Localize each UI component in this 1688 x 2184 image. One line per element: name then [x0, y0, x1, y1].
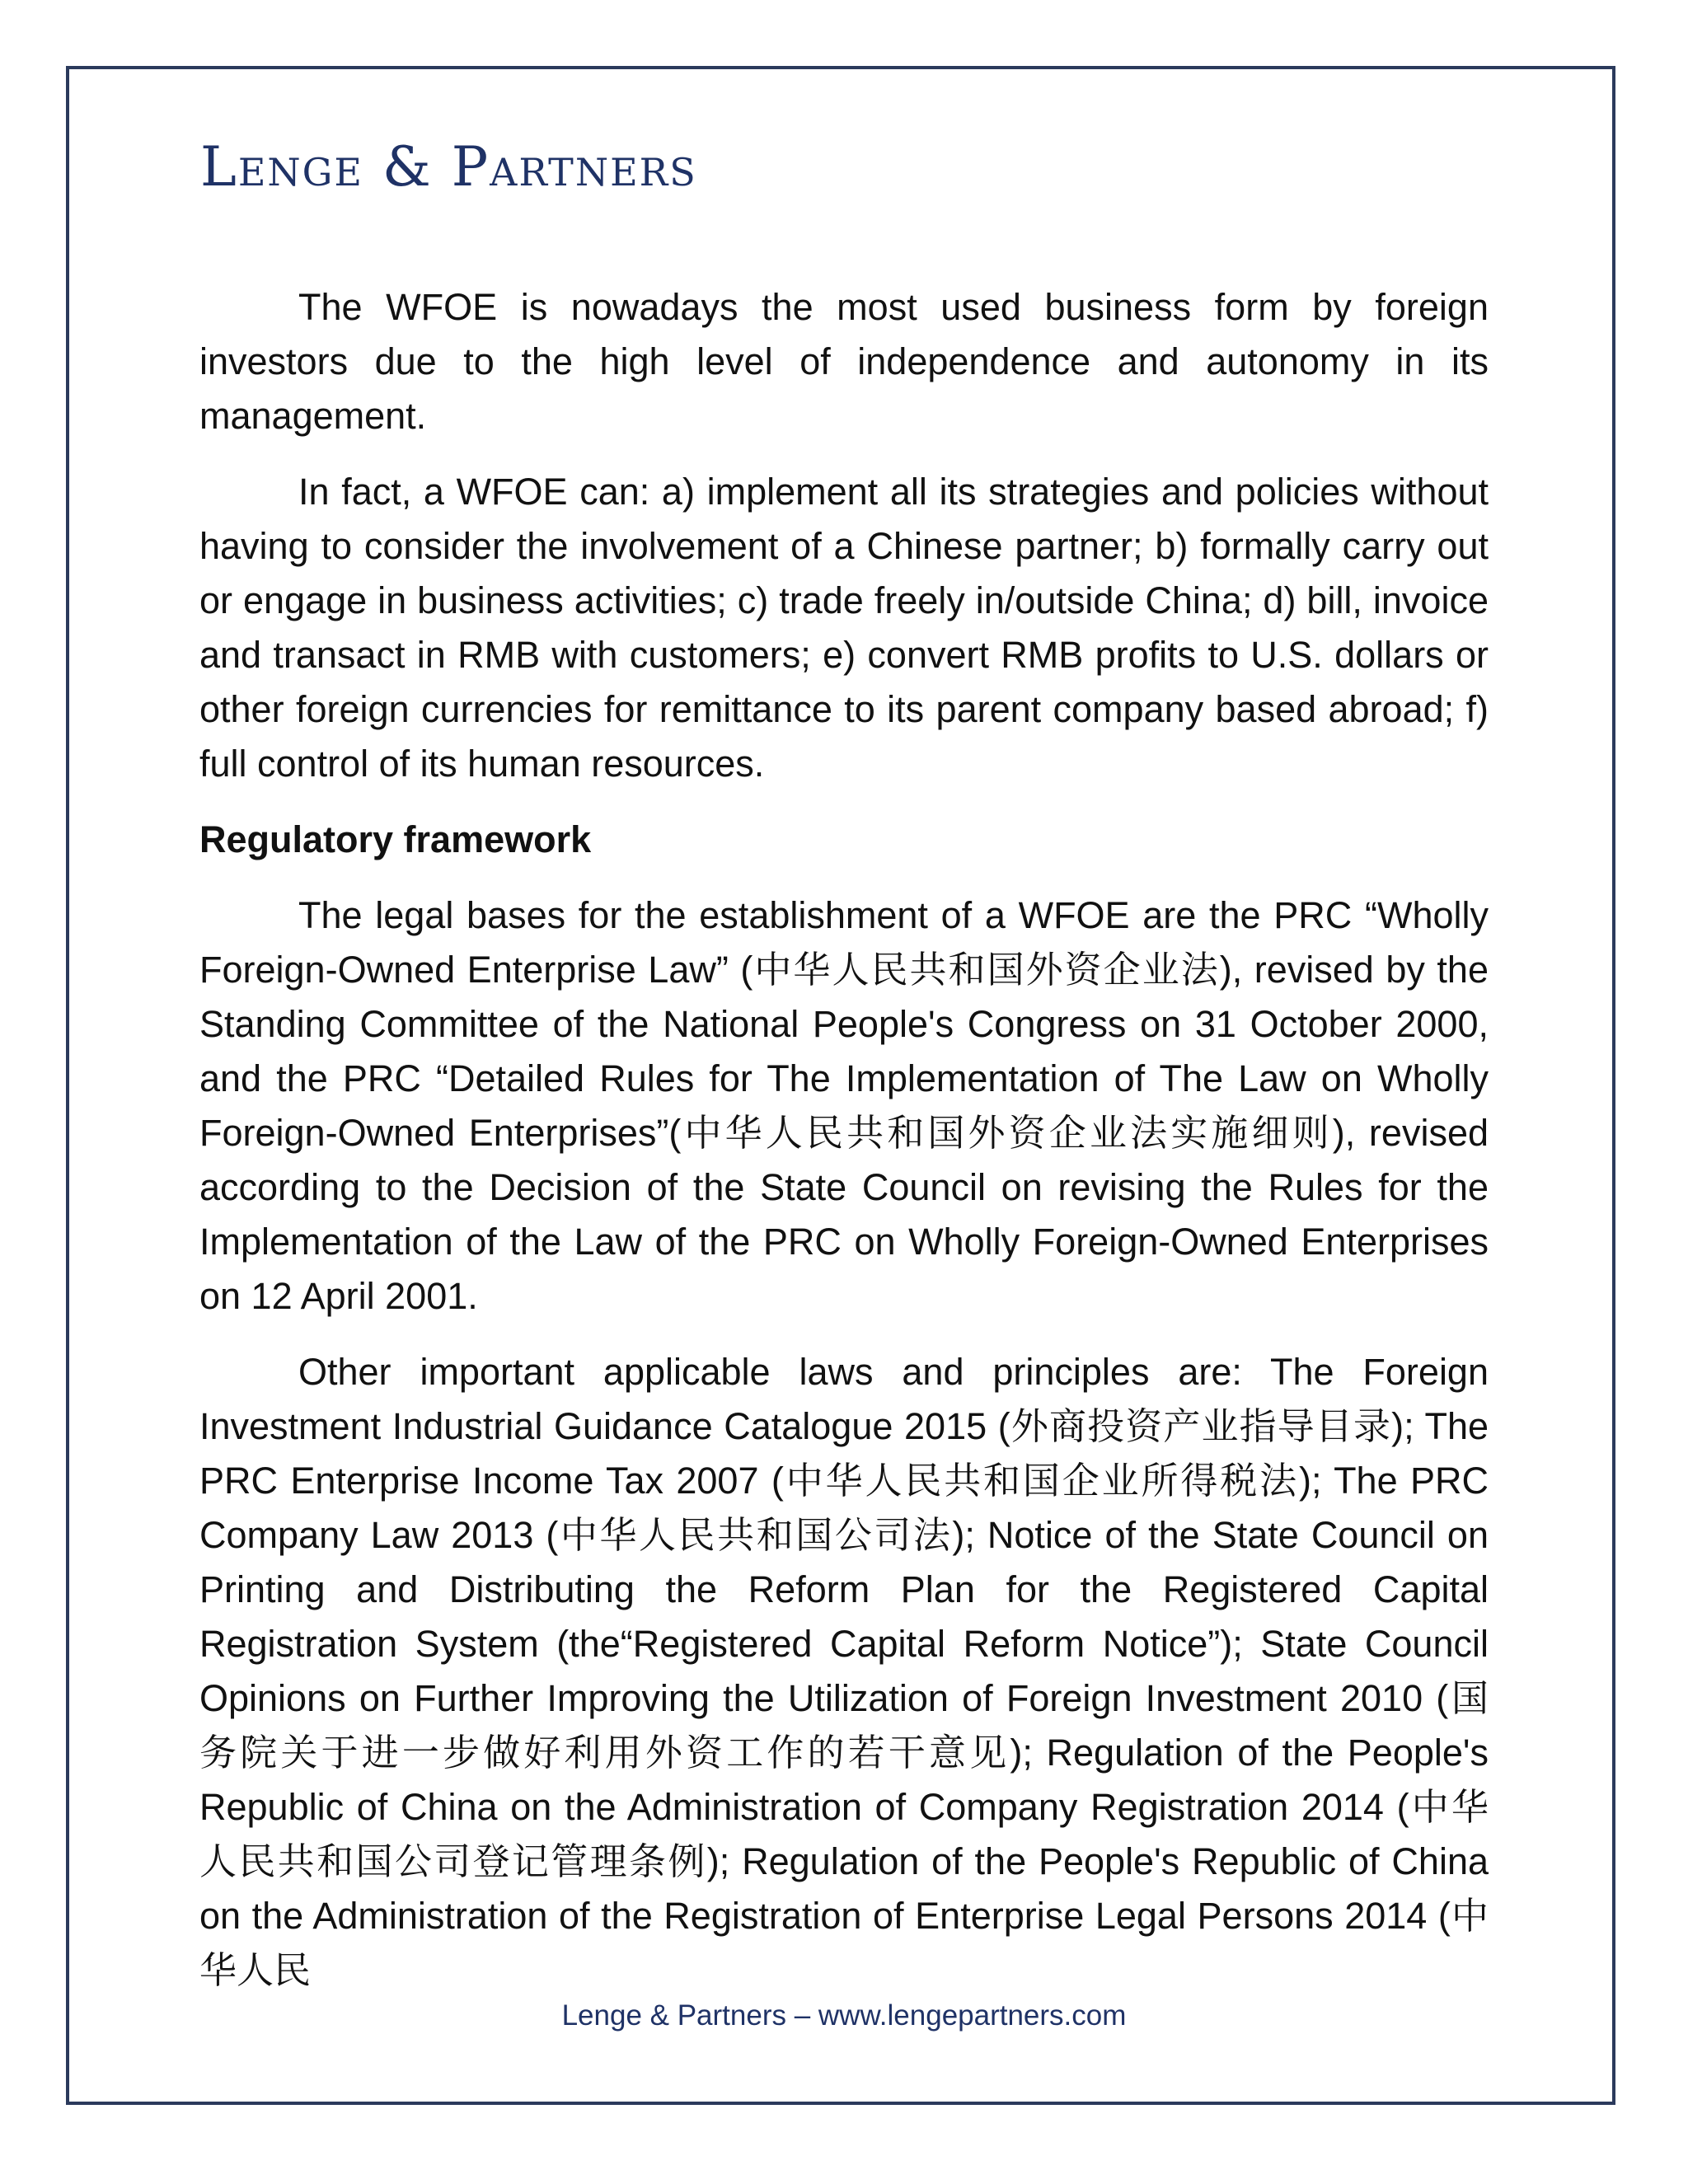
- document-body: [199, 280, 1489, 2019]
- paragraph-applicable-laws: Other important applicable laws and principles are: The Foreign Investment Industrial Guidance Catalogue 2015 (外商投资产业指导目录); The PRC Enterprise Income Tax 2007 (中华人民共和国企业所得税法); The PRC Company Law 2013 (中华人民共和国公司法); Notice of the State Council on Printing and Distributing the Reform Plan for the Registered Capital Registration System (the“Registered Capital Reform Notice”); State Council Opinions on Further Improving the Utilization of Foreign Investment 2010 (国务院关于进一步做好利用外资工作的若干意见); Regulation of the People's Republic of China on the Administration of Company Registration 2014 (中华人民共和国公司登记管理条例); Regulation of the People's Republic of China on the Administration of the Registration of Enterprise Legal Persons 2014 (中华人民: [199, 1351, 1489, 1991]
- paragraph-wfoe-intro: The WFOE is nowadays the most used business form by foreign investors due to the high level of independence and autonomy in its management.: [199, 286, 1489, 437]
- paragraph-wfoe-capabilities: In fact, a WFOE can: a) implement all its strategies and policies without having to consider the involvement of a Chinese partner; b) formally carry out or engage in business activities; c) trade freely in/outside China; d) bill, invoice and transact in RMB with customers; e) convert RMB profits to U.S. dollars or other foreign currencies for remittance to its parent company based abroad; f) full control of its human resources.: [199, 471, 1489, 785]
- brand-logo: Lenge & Partners: [200, 135, 697, 199]
- page-footer: Lenge & Partners – www.lengepartners.com: [561, 1999, 1127, 2032]
- section-heading-regulatory: Regulatory framework: [199, 818, 592, 860]
- paragraph-legal-bases: The legal bases for the establishment of a WFOE are the PRC “Wholly Foreign-Owned Enterprise Law” (中华人民共和国外资企业法), revised by the Standing Committee of the National People's Congress on 31 October 2000, and the PRC “Detailed Rules for The Implementation of The Law on Wholly Foreign-Owned Enterprises”(中华人民共和国外资企业法实施细则), revised according to the Decision of the State Council on revising the Rules for the Implementation of the Law of the PRC on Wholly Foreign-Owned Enterprises on 12 April 2001.: [199, 894, 1489, 1317]
